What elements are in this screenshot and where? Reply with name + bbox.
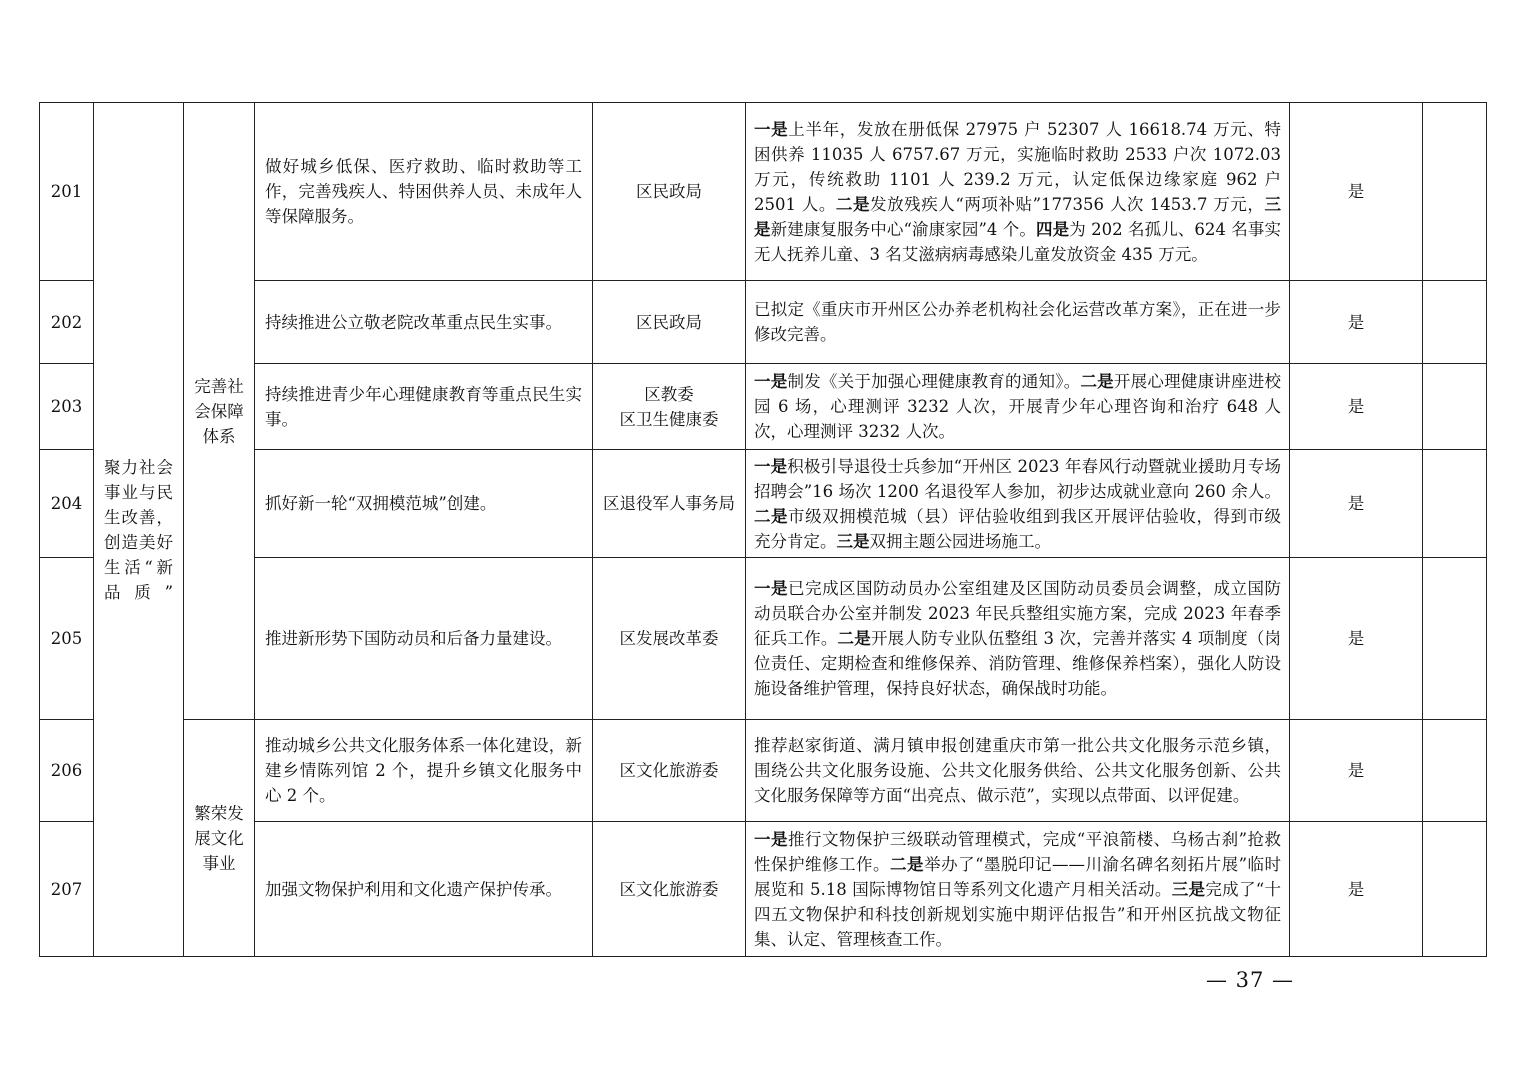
progress-text: 完成了“十四五文物保护和科技创新规划实施中期评估报告”和开州区抗战文物征集、认定、管理核查工作。 [754,879,1282,949]
row-number: 206 [40,720,94,822]
table-row [40,364,1487,450]
progress-key: 一是 [754,372,788,391]
department-line: 区教委 [644,384,694,404]
progress-description [746,364,1290,450]
progress-text: 市级双拥模范城（县）评估验收组到我区开展评估验收，得到市级充分肯定。 [754,506,1282,551]
progress-description [746,822,1290,957]
completion-status: 是 [1290,364,1423,450]
progress-text: 已拟定《重庆市开州区公办养老机构社会化运营改革方案》，正在进一步修改完善。 [754,300,1281,344]
responsible-department: 区退役军人事务局 [593,450,746,558]
progress-text: 为 202 名孤儿、624 名事实无人抚养儿童、3 名艾滋病病毒感染儿童发放资金 435 万元。 [754,219,1281,264]
remarks-cell [1423,450,1487,558]
progress-text: 积极引导退役士兵参加“开州区 2023 年春风行动暨就业援助月专场招聘会”16 场次 1200 名退役军人参加，初步达成就业意向 260 余人。 [754,456,1282,501]
completion-status: 是 [1290,281,1423,364]
category-level2: 繁荣发展文化事业 [184,720,255,957]
progress-key: 二是 [890,854,925,874]
task-description: 推动城乡公共文化服务体系一体化建设，新建乡情陈列馆 2 个，提升乡镇文化服务中心 2 个。 [255,720,593,822]
row-number: 201 [40,103,94,281]
remarks-cell [1423,558,1487,720]
responsible-department: 区民政局 [593,103,746,281]
remarks-cell [1423,103,1487,281]
progress-text: 发放残疾人“两项补贴”177356 人次 1453.7 万元， [870,194,1265,214]
progress-text: 上半年，发放在册低保 27975 户 52307 人 16618.74 万元、特困供养 11035 人 6757.67 万元，实施临时救助 2533 户次 1072.03 万元，传统救助 1101 人 239.2 万元，认定低保边缘家庭 962 户 2501 人。 [754,119,1281,214]
remarks-cell [1423,822,1487,957]
remarks-cell [1423,720,1487,822]
progress-key: 一是 [754,579,789,598]
progress-key: 二是 [837,629,871,648]
remarks-cell [1423,281,1487,364]
responsible-department: 区文化旅游委 [593,720,746,822]
category-level1: 聚力社会事业与民生改善，创造美好生活“新品质” [94,103,184,957]
table-row [40,720,1487,822]
progress-text: 推荐赵家街道、满月镇申报创建重庆市第一批公共文化服务示范乡镇，围绕公共文化服务设施、公共文化服务供给、公共文化服务创新、公共文化服务保障等方面“出亮点、做示范”，实现以点带面、以评促建。 [754,736,1281,805]
completion-status: 是 [1290,450,1423,558]
task-description: 抓好新一轮“双拥模范城”创建。 [255,450,593,558]
completion-status: 是 [1290,103,1423,281]
progress-key: 一是 [754,119,789,139]
progress-description [746,103,1290,281]
category-level2: 完善社会保障体系 [184,103,255,720]
progress-key: 一是 [754,829,788,849]
progress-text: 推行文物保护三级联动管理模式，完成“平浪箭楼、乌杨古刹”抢救性保护维修工作。 [754,829,1282,874]
progress-description [746,720,1290,822]
progress-key: 三是 [836,531,870,551]
progress-description [746,450,1290,558]
progress-key: 三是 [754,194,1281,239]
progress-key: 三是 [1171,879,1206,899]
progress-key: 四是 [1035,219,1070,239]
completion-status: 是 [1290,558,1423,720]
page-number: — 37 — [1205,968,1295,992]
row-number: 207 [40,822,94,957]
progress-text: 双拥主题公园进场施工。 [869,531,1051,551]
row-number: 203 [40,364,94,450]
progress-text: 制发《关于加强心理健康教育的通知》。 [787,372,1081,391]
progress-text: 新建康复服务中心“渝康家园”4 个。 [770,219,1036,239]
progress-text: 开展人防专业队伍整组 3 次，完善并落实 4 项制度（岗位责任、定期检查和维修保养、消防管理、维修保养档案），强化人防设施设备维护管理，保持良好状态，确保战时功能。 [754,629,1282,698]
progress-table [39,102,1487,957]
responsible-department: 区民政局 [593,281,746,364]
progress-description [746,558,1290,720]
progress-text: 已完成区国防动员办公室组建及区国防动员委员会调整，成立国防动员联合办公室并制发 2023 年民兵整组实施方案，完成 2023 年春季征兵工作。 [754,579,1282,648]
progress-key: 二是 [754,506,789,526]
remarks-cell [1423,364,1487,450]
progress-key: 一是 [754,456,788,476]
completion-status: 是 [1290,822,1423,957]
row-number: 205 [40,558,94,720]
responsible-department: 区发展改革委 [593,558,746,720]
table-row [40,103,1487,281]
table-row [40,558,1487,720]
table-row [40,281,1487,364]
responsible-department: 区文化旅游委 [593,822,746,957]
table-row [40,822,1487,957]
task-description: 持续推进青少年心理健康教育等重点民生实事。 [255,364,593,450]
table-row [40,450,1487,558]
responsible-department [593,364,746,450]
row-number: 204 [40,450,94,558]
task-description: 持续推进公立敬老院改革重点民生实事。 [255,281,593,364]
task-description: 做好城乡低保、医疗救助、临时救助等工作，完善残疾人、特困供养人员、未成年人等保障服务。 [255,103,593,281]
department-line: 区卫生健康委 [619,409,719,429]
row-number: 202 [40,281,94,364]
progress-description [746,281,1290,364]
task-description: 推进新形势下国防动员和后备力量建设。 [255,558,593,720]
task-description: 加强文物保护利用和文化遗产保护传承。 [255,822,593,957]
progress-key: 二是 [835,194,871,214]
progress-key: 二是 [1080,372,1114,391]
completion-status: 是 [1290,720,1423,822]
progress-text: 开展心理健康讲座进校园 6 场，心理测评 3232 人次，开展青少年心理咨询和治疗 648 人次，心理测评 3232 人次。 [754,372,1282,441]
progress-text: 举办了“墨脱印记——川渝名碑名刻拓片展”临时展览和 5.18 国际博物馆日等系列文化遗产月相关活动。 [754,854,1282,899]
